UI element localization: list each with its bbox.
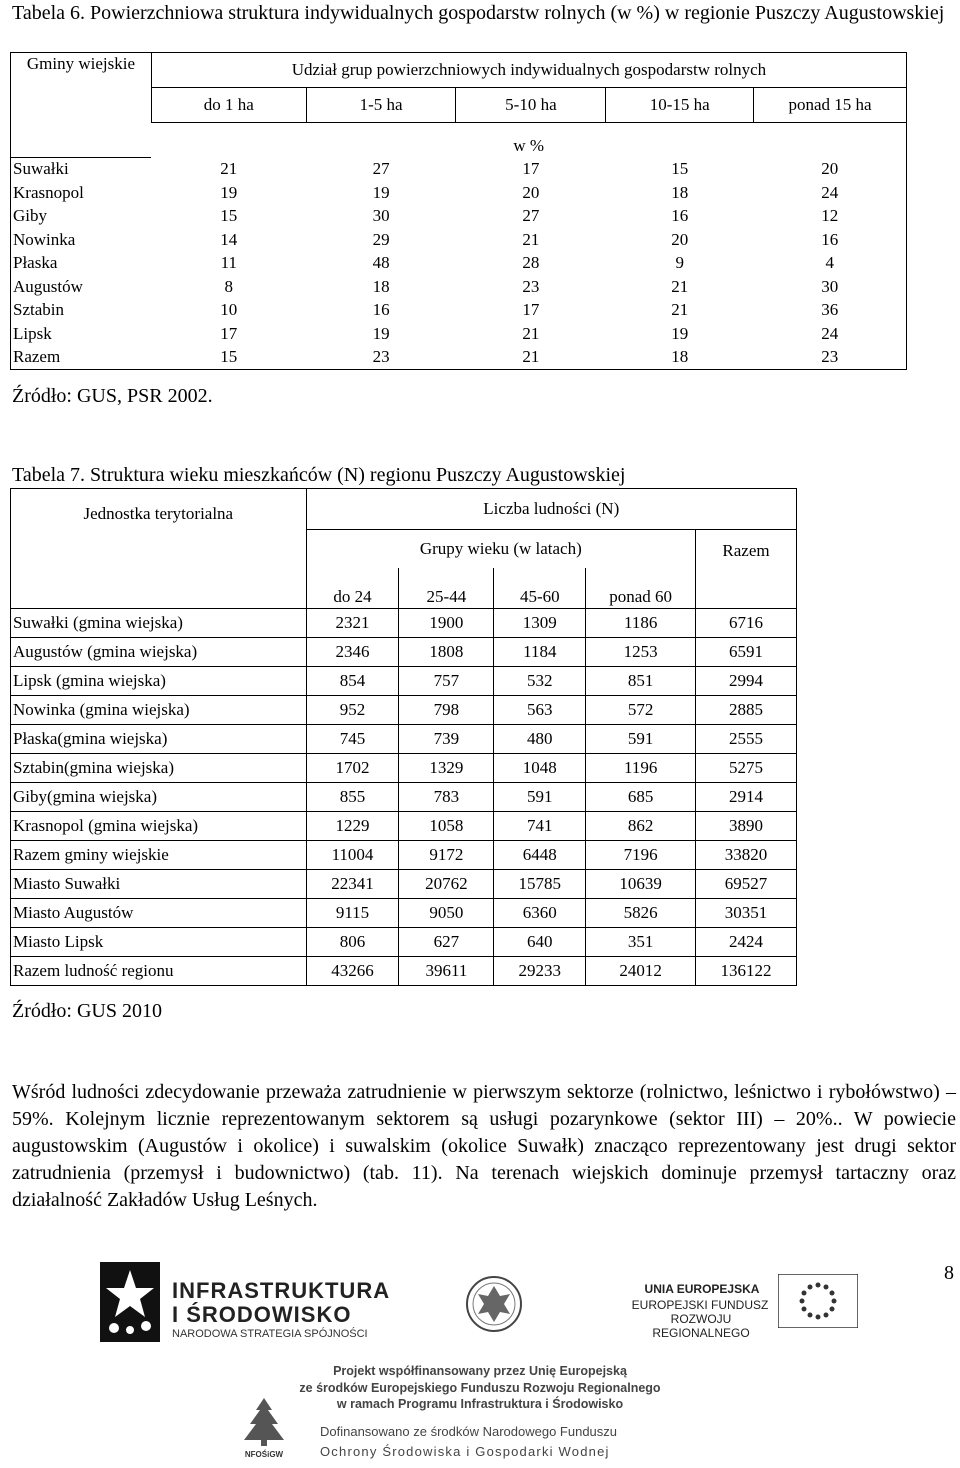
table6-cell: 17 — [220, 323, 238, 343]
table7-cell: 10639 — [586, 870, 696, 899]
table7-cell: 30351 — [696, 899, 797, 928]
table7-cell: 806 — [306, 928, 399, 957]
table7-cell: 572 — [586, 696, 696, 725]
table6-cell: 15 — [220, 206, 238, 226]
table7-cell: 43266 — [306, 957, 399, 986]
table6-row-name: Suwałki — [11, 157, 152, 181]
table7-row-name: Nowinka (gmina wiejska) — [11, 696, 307, 725]
table6-cell: 20 — [671, 229, 689, 249]
table6-cell: 30 — [754, 275, 907, 299]
table6-cell: 11 — [220, 253, 237, 273]
table7-row — [11, 899, 797, 928]
table7-cell: 798 — [399, 696, 494, 725]
table6-cell: 24 — [754, 322, 907, 346]
table7 — [10, 488, 797, 986]
table6-cell: 16 — [671, 206, 689, 226]
table7-cell: 9115 — [306, 899, 399, 928]
table7-cell: 9172 — [399, 841, 494, 870]
table7-col-header: do 24 — [306, 568, 399, 609]
nfosigw-logo-text: NFOŚiGW — [244, 1450, 284, 1459]
table7-cell: 1184 — [494, 638, 586, 667]
table6-cell: 12 — [754, 205, 907, 229]
table7-row-name: Sztabin(gmina wiejska) — [11, 754, 307, 783]
body-paragraph: Wśród ludności zdecydowanie przeważa zatrudnienie w pierwszym sektorze (rolnictwo, leśnictwo i rybołówstwo) – 59%. Kolejnym licznie reprezentowanym sektorem są usługi pozarynkowe (sektor III) – 20%.. W powiecie augustowskim (Augustów i okolice) i suwalskim (okolice Suwałk) znacząco reprezentowany jest drugi sektor zatrudnienia (przemysł i budownictwo) (tab. 11). Na terenach wiejskich dominuje przemysł tartaczny oraz działalność Zakładów Usług Leśnych. — [12, 1081, 956, 1211]
table7-row-name: Augustów (gmina wiejska) — [11, 638, 307, 667]
table7-row — [11, 609, 797, 638]
table7-cell: 739 — [399, 725, 494, 754]
table6-row — [11, 228, 907, 252]
table7-cell: 1229 — [306, 812, 399, 841]
table6-row-name: Płaska — [11, 252, 152, 276]
table7-cell: 2346 — [306, 638, 399, 667]
poland-emblem-icon — [466, 1272, 522, 1336]
table7-cell: 24012 — [586, 957, 696, 986]
table7-cell: 15785 — [494, 870, 586, 899]
table7-cell: 855 — [306, 783, 399, 812]
table6-corner-header: Gminy wiejskie — [11, 53, 152, 88]
table6-col-header: 10-15 ha — [606, 88, 754, 123]
table6-cell: 15 — [151, 346, 306, 370]
table6-row — [11, 299, 907, 323]
table6-row — [11, 252, 907, 276]
table7-row-name: Miasto Augustów — [11, 899, 307, 928]
table7-cell: 2914 — [696, 783, 797, 812]
table7-cell: 1186 — [586, 609, 696, 638]
table6-cell: 8 — [224, 276, 234, 296]
table6-row — [11, 346, 907, 370]
infra-logo-line3: NARODOWA STRATEGIA SPÓJNOŚCI — [172, 1328, 368, 1340]
table7-cell: 69527 — [696, 870, 797, 899]
table7-cell: 640 — [494, 928, 586, 957]
table7-cell: 1900 — [399, 609, 494, 638]
nfosigw-line1: Dofinansowano ze środków Narodowego Funduszu — [320, 1424, 618, 1439]
table6-cell: 27 — [372, 159, 390, 178]
table6-caption: Tabela 6. Powierzchniowa struktura indywidualnych gospodarstw rolnych (w %) w regionie Puszczy Augustowskiej — [12, 2, 945, 24]
table7-cell: 33820 — [696, 841, 797, 870]
table7-cell: 952 — [306, 696, 399, 725]
table7-row — [11, 870, 797, 899]
table6-row-name: Giby — [11, 205, 152, 229]
table7-cell: 5826 — [586, 899, 696, 928]
eu-flag-icon — [778, 1274, 858, 1328]
table6-cell: 19 — [372, 323, 390, 343]
table7-row-name: Giby(gmina wiejska) — [11, 783, 307, 812]
infra-logo-line2: I ŚRODOWISKO — [172, 1302, 352, 1327]
infrastruktura-star-icon — [100, 1262, 160, 1342]
table6-cell: 20 — [754, 157, 907, 181]
table6-cell: 18 — [606, 346, 754, 370]
table7-cell: 1253 — [586, 638, 696, 667]
table6-cell: 28 — [522, 253, 540, 273]
project-line3: w ramach Programu Infrastruktura i Środowisko — [336, 1397, 624, 1411]
table6-cell: 9 — [675, 253, 684, 273]
table7-col-header: ponad 60 — [586, 568, 696, 609]
table7-cell: 1048 — [494, 754, 586, 783]
table6-row-name: Nowinka — [11, 228, 152, 252]
table6-cell: 14 — [220, 229, 238, 249]
table7-cell: 1329 — [399, 754, 494, 783]
table7-row-name: Miasto Lipsk — [11, 928, 307, 957]
table7-cell: 1196 — [586, 754, 696, 783]
table7-caption: Tabela 7. Struktura wieku mieszkańców (N) regionu Puszczy Augustowskiej — [12, 464, 626, 486]
table7-group-header: Liczba ludności (N) — [306, 489, 796, 530]
table7-corner-header: Jednostka terytorialna — [11, 489, 307, 609]
table6-row — [11, 181, 907, 205]
table7-cell: 591 — [494, 783, 586, 812]
table7-cell: 22341 — [306, 870, 399, 899]
table6-row — [11, 322, 907, 346]
table7-cell: 6360 — [494, 899, 586, 928]
eu-logo-line2: EUROPEJSKI FUNDUSZ — [631, 1298, 769, 1312]
table6-col-header: 1-5 ha — [306, 88, 456, 123]
table7-cell: 685 — [586, 783, 696, 812]
table7-cell: 745 — [306, 725, 399, 754]
table7-row — [11, 696, 797, 725]
table6-cell: 21 — [671, 300, 689, 320]
table7-subgroup-header: Grupy wieku (w latach) — [306, 530, 696, 569]
table6-cell: 24 — [754, 181, 907, 205]
table7-cell: 854 — [306, 667, 399, 696]
table7-row — [11, 841, 797, 870]
table7-cell: 1058 — [399, 812, 494, 841]
table7-cell: 9050 — [399, 899, 494, 928]
table6-cell: 21 — [522, 229, 540, 249]
table6-row-name: Lipsk — [11, 322, 152, 346]
table6-cell: 18 — [671, 182, 689, 202]
table6-cell: 21 — [220, 159, 238, 178]
table7-cell: 532 — [494, 667, 586, 696]
table6-cell: 19 — [372, 182, 390, 202]
table6-row — [11, 205, 907, 229]
table6-col-header: 5-10 ha — [456, 88, 606, 123]
table7-cell: 1808 — [399, 638, 494, 667]
table7-row — [11, 667, 797, 696]
table7-row — [11, 928, 797, 957]
table7-row-name: Razem ludność regionu — [11, 957, 307, 986]
table7-row-name: Krasnopol (gmina wiejska) — [11, 812, 307, 841]
table7-cell: 20762 — [399, 870, 494, 899]
table6-group-header: Udział grup powierzchniowych indywidualnych gospodarstw rolnych — [151, 53, 906, 88]
table6-cell: 18 — [372, 276, 390, 296]
table7-cell: 2994 — [696, 667, 797, 696]
table7-cell: 480 — [494, 725, 586, 754]
table6-row-name: Augustów — [11, 275, 152, 299]
table6-cell: 23 — [522, 276, 540, 296]
table6-row — [11, 275, 907, 299]
table7-cell: 783 — [399, 783, 494, 812]
table7-row — [11, 638, 797, 667]
table7-cell: 591 — [586, 725, 696, 754]
infra-logo-line1: INFRASTRUKTURA — [172, 1278, 391, 1303]
table7-cell: 1702 — [306, 754, 399, 783]
table7-row — [11, 783, 797, 812]
table7-row — [11, 754, 797, 783]
table7-row-name: Miasto Suwałki — [11, 870, 307, 899]
table6-cell: 48 — [372, 253, 390, 273]
table7-cell: 1309 — [494, 609, 586, 638]
project-line2: ze środków Europejskiego Funduszu Rozwoju Regionalnego — [299, 1381, 661, 1395]
table7-cell: 862 — [586, 812, 696, 841]
eu-logo-line3: ROZWOJU REGIONALNEGO — [652, 1312, 750, 1340]
table7-cell: 6448 — [494, 841, 586, 870]
table7-row-name: Lipsk (gmina wiejska) — [11, 667, 307, 696]
table6-cell: 23 — [754, 346, 907, 370]
table7-cell: 2555 — [696, 725, 797, 754]
table7-cell: 136122 — [696, 957, 797, 986]
table7-cell: 7196 — [586, 841, 696, 870]
table6-cell: 29 — [372, 229, 390, 249]
table6-cell: 17 — [522, 159, 540, 178]
table7-cell: 39611 — [399, 957, 494, 986]
table7-col-header: 45-60 — [494, 568, 586, 609]
table6-source: Źródło: GUS, PSR 2002. — [12, 385, 213, 407]
table7-col-header: 25-44 — [399, 568, 494, 609]
table6-cell: 20 — [522, 182, 540, 202]
table6-cell: 21 — [671, 276, 689, 296]
table6-row-name: Razem — [11, 346, 152, 370]
table7-cell: 563 — [494, 696, 586, 725]
table6-cell: 16 — [754, 228, 907, 252]
table7-cell: 2321 — [306, 609, 399, 638]
table7-cell: 851 — [586, 667, 696, 696]
table6-cell: 23 — [306, 346, 456, 370]
table7-cell: 2424 — [696, 928, 797, 957]
table7-row-name: Razem gminy wiejskie — [11, 841, 307, 870]
project-line1: Projekt współfinansowany przez Unię Europejską — [333, 1364, 627, 1378]
table6-cell: 21 — [456, 346, 606, 370]
table6-cell: 17 — [522, 300, 540, 320]
table7-cell: 11004 — [306, 841, 399, 870]
table7-row — [11, 957, 797, 986]
table7-cell: 757 — [399, 667, 494, 696]
page-number: 8 — [944, 1262, 954, 1284]
table7-cell: 3890 — [696, 812, 797, 841]
table7-cell: 6716 — [696, 609, 797, 638]
table6-cell: 30 — [372, 206, 390, 226]
table6-col-header: do 1 ha — [151, 88, 306, 123]
table6-row — [11, 157, 907, 181]
table6-cell: 16 — [372, 300, 390, 320]
table7-cell: 351 — [586, 928, 696, 957]
table7-cell: 741 — [494, 812, 586, 841]
table6-unit-label: w % — [151, 123, 906, 158]
table6-cell: 19 — [671, 323, 689, 343]
table7-row — [11, 725, 797, 754]
table6-cell: 4 — [754, 252, 907, 276]
table7-row — [11, 812, 797, 841]
table6-cell: 15 — [671, 159, 689, 178]
table7-cell: 5275 — [696, 754, 797, 783]
table7-source: Źródło: GUS 2010 — [12, 1000, 162, 1022]
nfosigw-logo-icon — [236, 1394, 292, 1456]
eu-logo-line1: UNIA EUROPEJSKA — [644, 1282, 760, 1296]
table7-row-name: Suwałki (gmina wiejska) — [11, 609, 307, 638]
table6-col-header: ponad 15 ha — [754, 88, 907, 123]
table6-cell: 19 — [220, 182, 238, 202]
table6-row-name: Krasnopol — [11, 181, 152, 205]
table6-cell: 21 — [522, 323, 540, 343]
nfosigw-line2: Ochrony Środowiska i Gospodarki Wodnej — [320, 1444, 610, 1459]
table6 — [10, 52, 907, 370]
table7-cell: 2885 — [696, 696, 797, 725]
table6-cell: 27 — [522, 206, 540, 226]
table6-cell: 10 — [220, 300, 238, 320]
table7-cell: 29233 — [494, 957, 586, 986]
table6-cell: 36 — [754, 299, 907, 323]
table7-total-header: Razem — [696, 530, 797, 609]
table7-cell: 6591 — [696, 638, 797, 667]
table7-row-name: Płaska(gmina wiejska) — [11, 725, 307, 754]
table6-row-name: Sztabin — [11, 299, 152, 323]
table7-cell: 627 — [399, 928, 494, 957]
